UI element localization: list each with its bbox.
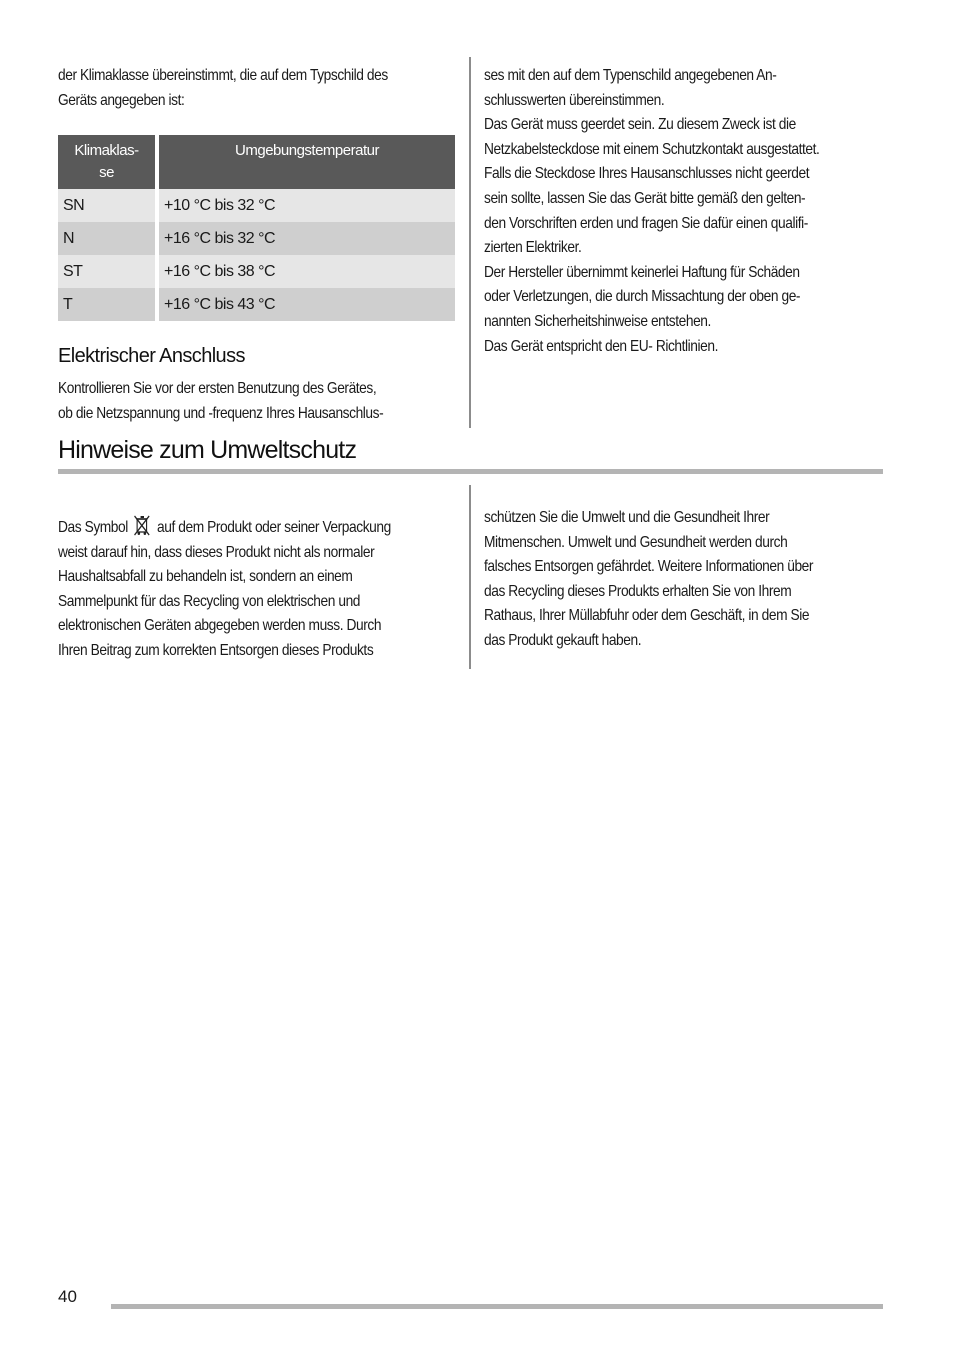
column-divider bbox=[469, 57, 471, 428]
text-line: Das Gerät entspricht den EU- Richtlinien. bbox=[484, 337, 718, 355]
electrical-text-right bbox=[484, 64, 884, 359]
footer-rule bbox=[111, 1304, 883, 1309]
text-line: Kontrollieren Sie vor der ersten Benutzung des Gerätes, bbox=[58, 380, 377, 397]
text-line: Geräts angegeben ist: bbox=[58, 91, 185, 109]
text-fragment: auf dem Produkt oder seiner Verpackung bbox=[157, 519, 391, 536]
section-heading-environment: Hinweise zum Umweltschutz bbox=[58, 436, 357, 464]
text-line: Ihren Beitrag zum korrekten Entsorgen dieses Produkts bbox=[58, 641, 374, 659]
table-header-row bbox=[58, 135, 455, 189]
intro-text-left bbox=[58, 64, 458, 113]
cell-temperature: +16 °C bis 43 °C bbox=[157, 288, 455, 321]
text-line: elektronischen Geräten abgegeben werden muss. Durch bbox=[58, 617, 382, 635]
text-line bbox=[58, 513, 391, 541]
environment-text-right bbox=[484, 506, 884, 654]
text-line: falsches Entsorgen gefährdet. Weitere Informationen über bbox=[484, 558, 814, 576]
climate-class-table bbox=[58, 135, 455, 321]
cell-class: T bbox=[58, 288, 157, 321]
text-line: Netzkabelsteckdose mit einem Schutzkontakt ausgestattet. bbox=[484, 140, 820, 158]
text-line: den Vorschriften erden und fragen Sie dafür einen qualifi- bbox=[484, 214, 808, 232]
crossed-out-wheelie-bin-icon bbox=[133, 513, 152, 537]
text-line: der Klimaklasse übereinstimmt, die auf dem Typschild des bbox=[58, 67, 388, 84]
cell-class: SN bbox=[58, 189, 157, 222]
text-line: weist darauf hin, dass dieses Produkt nicht als normaler bbox=[58, 543, 375, 561]
text-line: ses mit den auf dem Typenschild angegebenen An- bbox=[484, 67, 777, 84]
text-line: Mitmenschen. Umwelt und Gesundheit werden durch bbox=[484, 533, 788, 551]
text-fragment: Das Symbol bbox=[58, 519, 128, 536]
page-number: 40 bbox=[58, 1287, 77, 1306]
text-line: nannten Sicherheitshinweise entstehen. bbox=[484, 312, 711, 330]
text-line: Der Hersteller übernimmt keinerlei Haftung für Schäden bbox=[484, 263, 800, 281]
text-line: Rathaus, Ihrer Müllabfuhr oder dem Geschäft, in dem Sie bbox=[484, 607, 810, 625]
text-line: das Recycling dieses Produkts erhalten Sie von Ihrem bbox=[484, 582, 792, 600]
text-line: das Produkt gekauft haben. bbox=[484, 631, 642, 649]
table-row bbox=[58, 222, 455, 255]
cell-temperature: +16 °C bis 32 °C bbox=[157, 222, 455, 255]
text-line: Das Gerät muss geerdet sein. Zu diesem Zweck ist die bbox=[484, 116, 796, 134]
table-row bbox=[58, 288, 455, 321]
text-line: Sammelpunkt für das Recycling von elektrischen und bbox=[58, 592, 361, 610]
text-line: oder Verletzungen, die durch Missachtung der oben ge- bbox=[484, 288, 801, 306]
text-line: zierten Elektriker. bbox=[484, 239, 582, 257]
environment-text-left bbox=[58, 513, 458, 664]
text-line: schützen Sie die Umwelt und die Gesundheit Ihrer bbox=[484, 509, 770, 526]
section-heading-electrical: Elektrischer Anschluss bbox=[58, 345, 245, 367]
electrical-text-left bbox=[58, 377, 458, 426]
table-row bbox=[58, 255, 455, 288]
text-line: Falls die Steckdose Ihres Hausanschlusses nicht geerdet bbox=[484, 165, 810, 183]
column-divider bbox=[469, 485, 471, 669]
text-line: schlusswerten übereinstimmen. bbox=[484, 91, 665, 109]
cell-temperature: +10 °C bis 32 °C bbox=[157, 189, 455, 222]
section-rule bbox=[58, 469, 883, 474]
cell-class: N bbox=[58, 222, 157, 255]
header-climate-class: Klimaklas- se bbox=[58, 135, 157, 189]
header-ambient-temperature: Umgebungstemperatur bbox=[157, 135, 455, 189]
cell-class: ST bbox=[58, 255, 157, 288]
cell-temperature: +16 °C bis 38 °C bbox=[157, 255, 455, 288]
table-row bbox=[58, 189, 455, 222]
text-line: Haushaltsabfall zu behandeln ist, sondern an einem bbox=[58, 568, 353, 586]
text-line: ob die Netzspannung und -frequenz Ihres Hausanschlus- bbox=[58, 404, 384, 422]
text-line: sein sollte, lassen Sie das Gerät bitte gemäß den gelten- bbox=[484, 189, 806, 207]
